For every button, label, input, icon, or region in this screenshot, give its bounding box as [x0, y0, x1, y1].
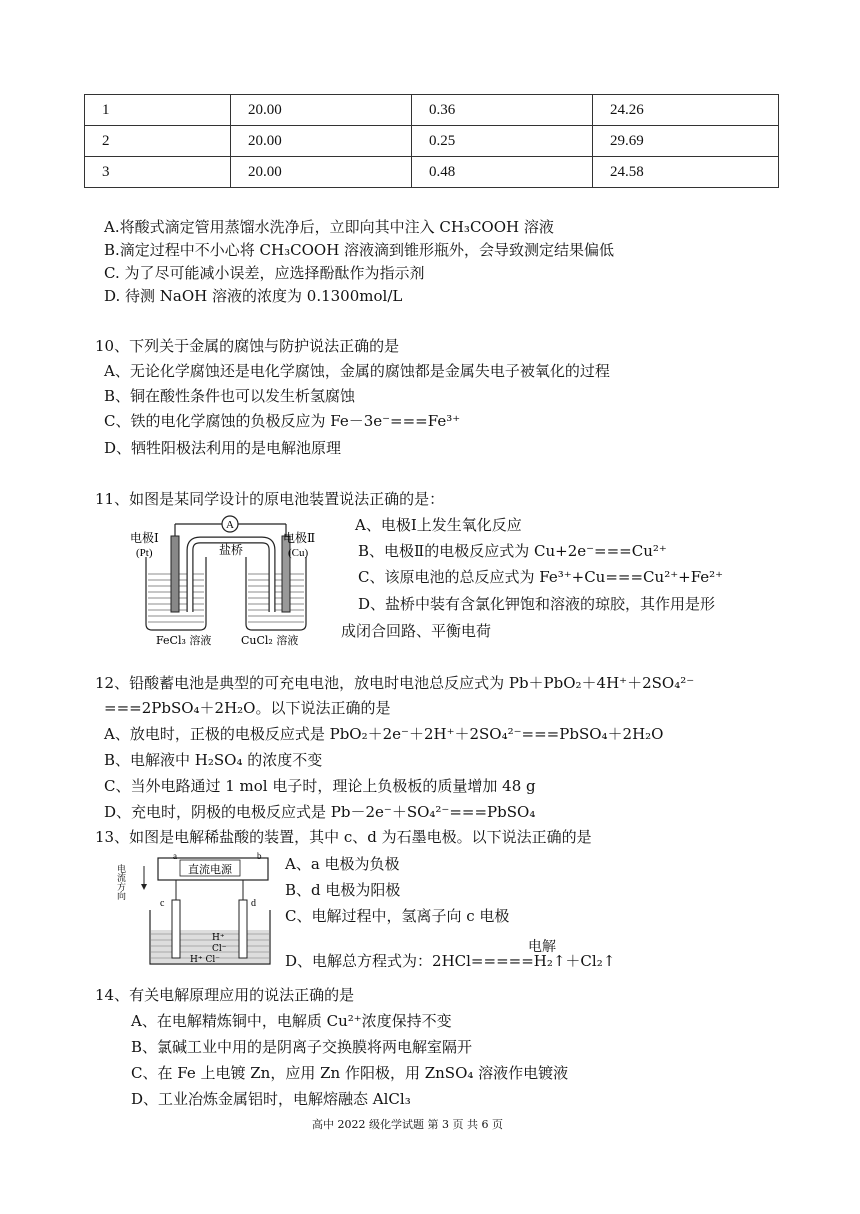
table-cell: 20.00	[231, 126, 412, 157]
page-footer: 高中 2022 级化学试题 第 3 页 共 6 页	[312, 1118, 503, 1131]
q9-option-c: C. 为了尽可能减小误差，应选择酚酞作为指示剂	[104, 264, 425, 282]
electrolysis-diagram	[115, 850, 278, 970]
table-cell: 1	[85, 95, 231, 126]
q14-stem: 14、有关电解原理应用的说法正确的是	[95, 986, 355, 1004]
q9-option-a: A.将酸式滴定管用蒸馏水洗净后，立即向其中注入 CH₃COOH 溶液	[104, 218, 554, 236]
ion-h-label: H⁺	[212, 933, 225, 943]
q13-option-b: B、d 电极为阳极	[285, 881, 401, 899]
q11-option-d-cont: 成闭合回路、平衡电荷	[341, 622, 492, 640]
table-cell: 20.00	[231, 157, 412, 188]
power-supply-label: 直流电源	[188, 863, 232, 876]
table-row	[85, 126, 779, 157]
terminal-b-label: b	[257, 851, 262, 861]
q12-stem-1: 12、铅酸蓄电池是典型的可充电电池，放电时电池总反应式为 Pb＋PbO₂＋4H⁺＋2SO₄²⁻	[95, 674, 695, 692]
electrode1-label: 电极Ⅰ	[130, 531, 159, 545]
ion-hcl-label: H⁺ Cl⁻	[190, 955, 220, 965]
q10-option-a: A、无论化学腐蚀还是电化学腐蚀，金属的腐蚀都是金属失电子被氧化的过程	[104, 362, 610, 380]
electrode2-label: 电极Ⅱ	[283, 531, 316, 545]
table-cell: 3	[85, 157, 231, 188]
ammeter-label: A	[226, 519, 234, 531]
q10-option-b: B、铜在酸性条件也可以发生析氢腐蚀	[104, 387, 356, 405]
ion-cl-label: Cl⁻	[212, 944, 227, 954]
data-table	[84, 94, 779, 188]
table-cell: 0.25	[412, 126, 593, 157]
table-cell: 0.48	[412, 157, 593, 188]
table-cell: 2	[85, 126, 231, 157]
q12-option-d: D、充电时，阴极的电极反应式是 Pb－2e⁻＋SO₄²⁻===PbSO₄	[104, 803, 536, 821]
q13-option-a: A、a 电极为负极	[285, 855, 400, 873]
table-cell: 20.00	[231, 95, 412, 126]
solution1-label: FeCl₃ 溶液	[156, 634, 212, 647]
q14-option-b: B、氯碱工业中用的是阴离子交换膜将两电解室隔开	[131, 1038, 473, 1056]
q9-option-d: D. 待测 NaOH 溶液的浓度为 0.1300mol/L	[104, 287, 403, 305]
q10-option-c: C、铁的电化学腐蚀的负极反应为 Fe－3e⁻===Fe³⁺	[104, 412, 461, 430]
table-cell: 24.58	[593, 157, 779, 188]
electrode1-material: (Pt)	[136, 547, 153, 559]
q11-option-a: A、电极Ⅰ上发生氧化反应	[355, 516, 522, 534]
table-cell: 29.69	[593, 126, 779, 157]
q11-option-b: B、电极Ⅱ的电极反应式为 Cu+2e⁻===Cu²⁺	[358, 542, 667, 560]
q11-stem: 11、如图是某同学设计的原电池装置说法正确的是：	[95, 490, 445, 508]
galvanic-cell-diagram	[128, 512, 338, 652]
current-direction-label: 电流方向	[115, 864, 125, 900]
q12-stem-2: ===2PbSO₄＋2H₂O。以下说法正确的是	[104, 699, 391, 717]
table-cell: 24.26	[593, 95, 779, 126]
table-row	[85, 157, 779, 188]
q12-option-b: B、电解液中 H₂SO₄ 的浓度不变	[104, 751, 323, 769]
q13-option-d: D、电解总方程式为：2HCl=====H₂↑＋Cl₂↑	[285, 952, 616, 970]
solution2-label: CuCl₂ 溶液	[241, 634, 299, 647]
q14-option-c: C、在 Fe 上电镀 Zn，应用 Zn 作阳极，用 ZnSO₄ 溶液作电镀液	[131, 1064, 569, 1082]
q14-option-a: A、在电解精炼铜中，电解质 Cu²⁺浓度保持不变	[131, 1012, 452, 1030]
salt-bridge-label: 盐桥	[218, 543, 244, 557]
q13-option-c: C、电解过程中，氢离子向 c 电极	[285, 907, 510, 925]
table-row	[85, 95, 779, 126]
table-cell: 0.36	[412, 95, 593, 126]
q9-option-b: B.滴定过程中不小心将 CH₃COOH 溶液滴到锥形瓶外，会导致测定结果偏低	[104, 241, 615, 259]
q12-option-c: C、当外电路通过 1 mol 电子时，理论上负极板的质量增加 48 g	[104, 777, 536, 795]
electrode-c-label: c	[160, 898, 165, 909]
q11-option-d: D、盐桥中装有含氯化钾饱和溶液的琼胶，其作用是形	[358, 595, 716, 613]
terminal-a-label: a	[173, 851, 177, 861]
electrode2-material: (Cu)	[288, 547, 309, 559]
q13-stem: 13、如图是电解稀盐酸的装置，其中 c、d 为石墨电极。以下说法正确的是	[95, 828, 592, 846]
q13-condition: 电解	[528, 939, 556, 955]
q10-stem: 10、下列关于金属的腐蚀与防护说法正确的是	[95, 337, 400, 355]
q10-option-d: D、牺牲阳极法利用的是电解池原理	[104, 439, 342, 457]
q12-option-a: A、放电时，正极的电极反应式是 PbO₂＋2e⁻＋2H⁺＋2SO₄²⁻===PbSO₄＋2H₂O	[104, 725, 664, 743]
q11-option-c: C、该原电池的总反应式为 Fe³⁺+Cu===Cu²⁺+Fe²⁺	[358, 568, 724, 586]
q14-option-d: D、工业冶炼金属铝时，电解熔融态 AlCl₃	[131, 1090, 411, 1108]
electrode-d-label: d	[251, 898, 256, 909]
